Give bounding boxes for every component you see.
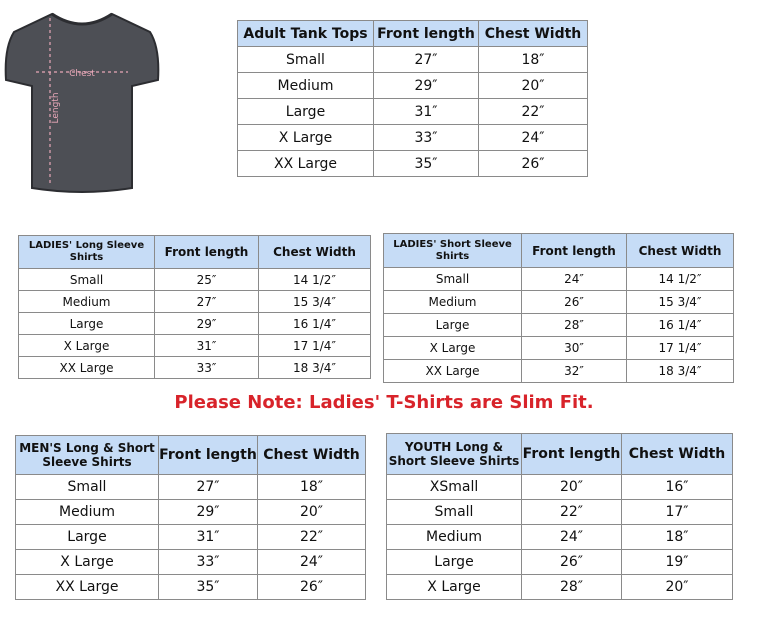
chest-width-cell: 17 1/4″ <box>627 337 734 360</box>
chest-width-cell: 15 3/4″ <box>259 291 371 313</box>
size-cell: XSmall <box>387 475 522 500</box>
front-length-cell: 29″ <box>155 313 259 335</box>
size-column-header: Adult Tank Tops <box>238 21 374 47</box>
chest-width-cell: 17 1/4″ <box>259 335 371 357</box>
table-row <box>387 475 733 500</box>
table-row <box>384 314 734 337</box>
table-row <box>16 575 366 600</box>
chest-width-cell: 16″ <box>622 475 733 500</box>
chest-width-header: Chest Width <box>258 436 366 475</box>
chest-label: Chest <box>69 69 95 79</box>
size-cell: X Large <box>384 337 522 360</box>
tshirt-illustration <box>0 8 165 193</box>
chest-width-cell: 15 3/4″ <box>627 291 734 314</box>
chest-width-cell: 18″ <box>479 47 588 73</box>
table-row <box>19 357 371 379</box>
chest-width-cell: 24″ <box>479 125 588 151</box>
size-cell: XX Large <box>238 151 374 177</box>
size-cell: X Large <box>387 575 522 600</box>
size-cell: Large <box>384 314 522 337</box>
adult-tank-tops-table <box>237 20 588 177</box>
front-length-cell: 27″ <box>159 475 258 500</box>
table-row <box>238 125 588 151</box>
front-length-cell: 31″ <box>374 99 479 125</box>
chest-width-cell: 18 3/4″ <box>259 357 371 379</box>
table-row <box>387 525 733 550</box>
chest-width-cell: 18″ <box>258 475 366 500</box>
header-row <box>16 436 366 475</box>
header-row <box>384 234 734 268</box>
table-row <box>16 525 366 550</box>
size-column-header: MEN'S Long & Short Sleeve Shirts <box>16 436 159 475</box>
chest-width-header: Chest Width <box>479 21 588 47</box>
front-length-cell: 26″ <box>522 550 622 575</box>
chest-width-cell: 20″ <box>258 500 366 525</box>
size-cell: Large <box>238 99 374 125</box>
front-length-cell: 27″ <box>374 47 479 73</box>
chest-width-cell: 18″ <box>622 525 733 550</box>
front-length-cell: 26″ <box>522 291 627 314</box>
size-cell: Medium <box>238 73 374 99</box>
chest-width-cell: 17″ <box>622 500 733 525</box>
chest-width-cell: 22″ <box>479 99 588 125</box>
table-row <box>16 475 366 500</box>
size-cell: Small <box>16 475 159 500</box>
table-row <box>384 360 734 383</box>
front-length-header: Front length <box>522 434 622 475</box>
header-row <box>19 236 371 269</box>
size-cell: Large <box>387 550 522 575</box>
size-cell: Small <box>384 268 522 291</box>
size-cell: X Large <box>16 550 159 575</box>
chest-width-header: Chest Width <box>259 236 371 269</box>
youth-shirts-table <box>386 433 733 600</box>
size-cell: XX Large <box>19 357 155 379</box>
size-cell: Small <box>387 500 522 525</box>
size-cell: Small <box>19 269 155 291</box>
chest-width-cell: 20″ <box>622 575 733 600</box>
table-row <box>19 269 371 291</box>
chest-width-cell: 16 1/4″ <box>627 314 734 337</box>
chest-width-header: Chest Width <box>627 234 734 268</box>
chest-width-cell: 24″ <box>258 550 366 575</box>
chest-width-cell: 20″ <box>479 73 588 99</box>
chest-width-cell: 26″ <box>258 575 366 600</box>
front-length-cell: 33″ <box>155 357 259 379</box>
chest-width-cell: 22″ <box>258 525 366 550</box>
front-length-cell: 29″ <box>159 500 258 525</box>
ladies-long-sleeve-table <box>18 235 371 379</box>
size-column-header: LADIES' Short Sleeve Shirts <box>384 234 522 268</box>
front-length-cell: 22″ <box>522 500 622 525</box>
size-cell: Small <box>238 47 374 73</box>
size-cell: XX Large <box>16 575 159 600</box>
size-cell: X Large <box>238 125 374 151</box>
mens-shirts-table <box>15 435 366 600</box>
size-column-header: LADIES' Long Sleeve Shirts <box>19 236 155 269</box>
front-length-cell: 35″ <box>374 151 479 177</box>
front-length-cell: 25″ <box>155 269 259 291</box>
chest-width-cell: 16 1/4″ <box>259 313 371 335</box>
size-cell: X Large <box>19 335 155 357</box>
table-row <box>19 313 371 335</box>
table-row <box>238 47 588 73</box>
table-row <box>238 73 588 99</box>
front-length-cell: 24″ <box>522 268 627 291</box>
front-length-cell: 20″ <box>522 475 622 500</box>
size-column-header: YOUTH Long & Short Sleeve Shirts <box>387 434 522 475</box>
chest-width-header: Chest Width <box>622 434 733 475</box>
chest-width-cell: 19″ <box>622 550 733 575</box>
table-row <box>238 151 588 177</box>
front-length-cell: 32″ <box>522 360 627 383</box>
table-row <box>19 335 371 357</box>
header-row <box>387 434 733 475</box>
chest-width-cell: 14 1/2″ <box>627 268 734 291</box>
table-row <box>384 268 734 291</box>
chest-width-cell: 14 1/2″ <box>259 269 371 291</box>
front-length-header: Front length <box>374 21 479 47</box>
front-length-cell: 35″ <box>159 575 258 600</box>
front-length-cell: 24″ <box>522 525 622 550</box>
front-length-cell: 27″ <box>155 291 259 313</box>
length-label: Length <box>51 92 61 124</box>
table-row <box>384 291 734 314</box>
size-cell: Medium <box>19 291 155 313</box>
front-length-header: Front length <box>155 236 259 269</box>
table-row <box>387 575 733 600</box>
front-length-cell: 28″ <box>522 314 627 337</box>
size-cell: Medium <box>384 291 522 314</box>
table-row <box>19 291 371 313</box>
chest-width-cell: 26″ <box>479 151 588 177</box>
front-length-cell: 31″ <box>155 335 259 357</box>
front-length-cell: 28″ <box>522 575 622 600</box>
size-cell: XX Large <box>384 360 522 383</box>
table-row <box>387 550 733 575</box>
front-length-cell: 31″ <box>159 525 258 550</box>
table-row <box>387 500 733 525</box>
front-length-cell: 33″ <box>374 125 479 151</box>
size-cell: Medium <box>387 525 522 550</box>
size-cell: Medium <box>16 500 159 525</box>
table-row <box>16 550 366 575</box>
front-length-header: Front length <box>159 436 258 475</box>
table-row <box>16 500 366 525</box>
header-row <box>238 21 588 47</box>
size-cell: Large <box>16 525 159 550</box>
front-length-cell: 33″ <box>159 550 258 575</box>
ladies-short-sleeve-table <box>383 233 734 383</box>
front-length-cell: 29″ <box>374 73 479 99</box>
front-length-cell: 30″ <box>522 337 627 360</box>
chest-width-cell: 18 3/4″ <box>627 360 734 383</box>
table-row <box>384 337 734 360</box>
slim-fit-note: Please Note: Ladies' T-Shirts are Slim Fit. <box>174 392 594 413</box>
table-row <box>238 99 588 125</box>
front-length-header: Front length <box>522 234 627 268</box>
size-cell: Large <box>19 313 155 335</box>
